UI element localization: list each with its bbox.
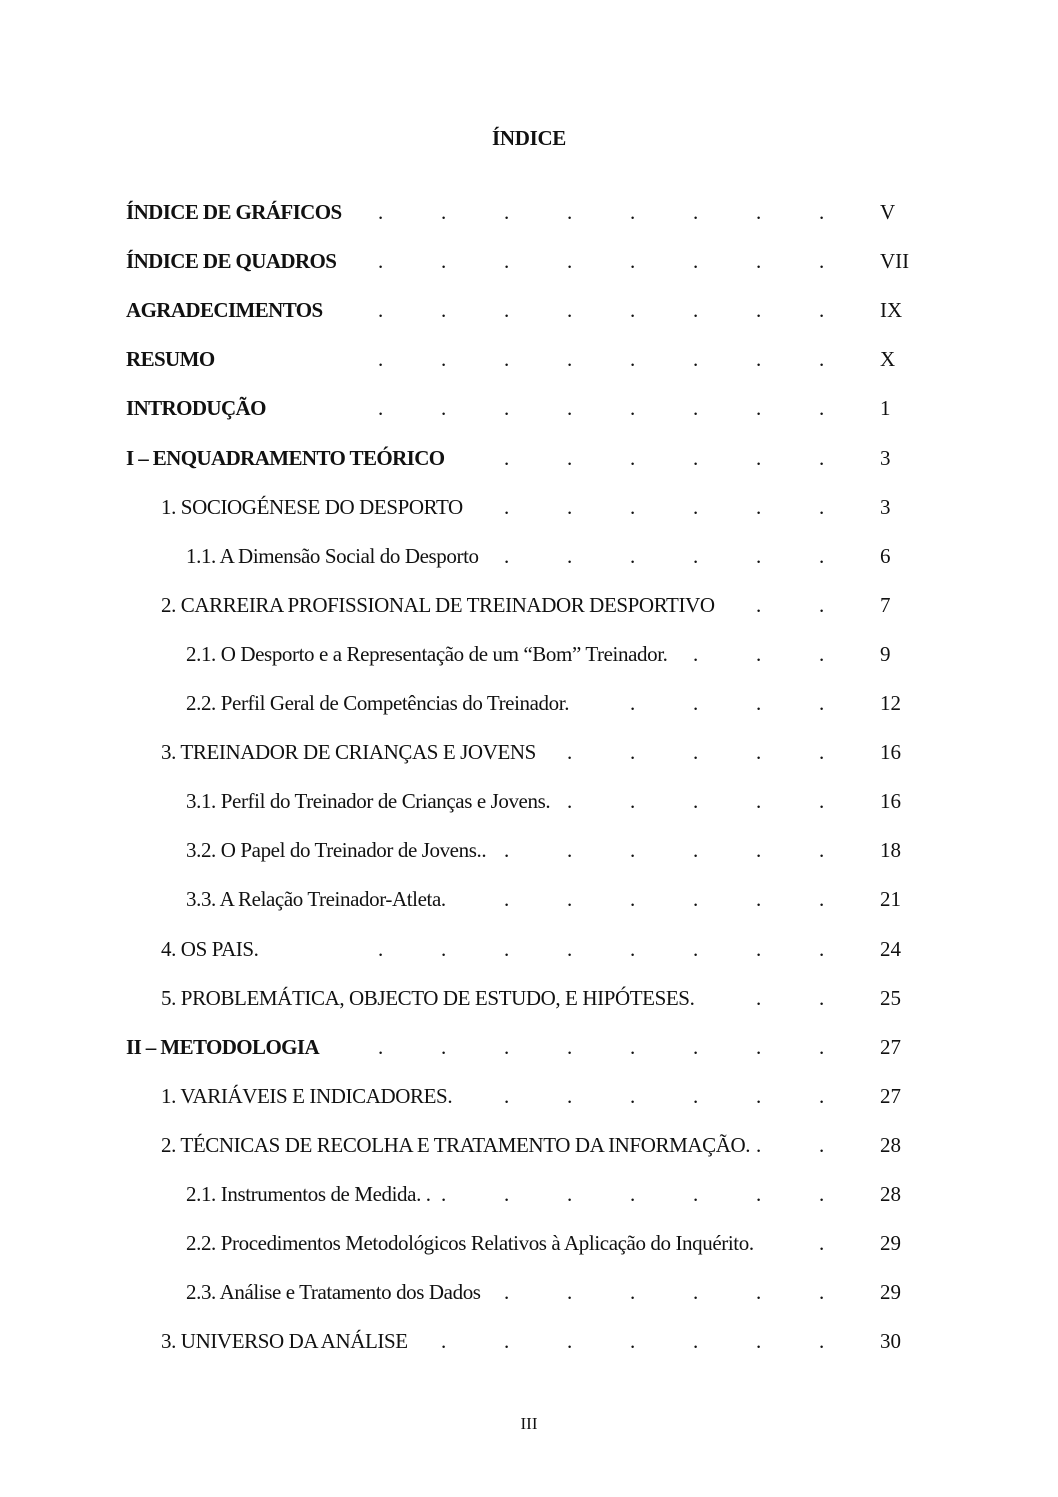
leader-dot: . (567, 789, 573, 813)
toc-entry-page: 21 (880, 887, 901, 911)
leader-dot: . (819, 1084, 825, 1108)
leader-dot: . (441, 1035, 447, 1059)
toc-entry-label: 2.3. Análise e Tratamento dos Dados (186, 1280, 481, 1304)
toc-entry-label: 2.2. Perfil Geral de Competências do Treinador. (186, 691, 570, 715)
leader-dot: . (441, 200, 447, 224)
toc-entry-label: 1.1. A Dimensão Social do Desporto (186, 544, 479, 568)
leader-dot: . (504, 937, 510, 961)
leader-dot: . (567, 1035, 573, 1059)
leader-dot: . (756, 593, 762, 617)
leader-dot: . (756, 495, 762, 519)
toc-entry-label: 1. VARIÁVEIS E INDICADORES. (161, 1084, 453, 1108)
leader-dot: . (756, 1133, 762, 1157)
leader-dot: . (504, 1329, 510, 1353)
toc-entry[interactable] (0, 640, 1058, 668)
toc-entry-label: 2.2. Procedimentos Metodológicos Relativos à Aplicação do Inquérito. (186, 1231, 754, 1255)
toc-entry[interactable] (0, 247, 1058, 275)
toc-entry-label: 2. TÉCNICAS DE RECOLHA E TRATAMENTO DA INFORMAÇÃO. (161, 1133, 751, 1157)
leader-dot: . (441, 396, 447, 420)
leader-dot: . (819, 838, 825, 862)
leader-dot: . (567, 887, 573, 911)
toc-entry[interactable] (0, 787, 1058, 815)
leader-dot: . (693, 1280, 699, 1304)
leader-dot: . (756, 789, 762, 813)
leader-dot: . (504, 544, 510, 568)
leader-dot: . (756, 642, 762, 666)
toc-entry-label: 2.1. O Desporto e a Representação de um “Bom” Treinador. (186, 642, 668, 666)
leader-dot: . (693, 740, 699, 764)
leader-dot: . (756, 1084, 762, 1108)
leader-dot: . (819, 396, 825, 420)
leader-dot: . (630, 200, 636, 224)
leader-dot: . (693, 838, 699, 862)
leader-dot: . (630, 789, 636, 813)
toc-entry-page: 18 (880, 838, 901, 862)
leader-dot: . (630, 298, 636, 322)
toc-entry-page: VII (880, 249, 910, 273)
toc-entry[interactable] (0, 198, 1058, 226)
leader-dot: . (756, 1329, 762, 1353)
toc-entry-label: 3.1. Perfil do Treinador de Crianças e Jovens. (186, 789, 551, 813)
toc-entry[interactable] (0, 1180, 1058, 1208)
leader-dot: . (819, 200, 825, 224)
toc-entry-page: 6 (880, 544, 891, 568)
toc-entry-label: II – METODOLOGIA (126, 1035, 320, 1059)
leader-dot: . (567, 1084, 573, 1108)
toc-entry-page: IX (880, 298, 903, 322)
leader-dot: . (504, 249, 510, 273)
leader-dot: . (819, 1280, 825, 1304)
toc-entry[interactable] (0, 1229, 1058, 1257)
leader-dot: . (630, 838, 636, 862)
leader-dot: . (567, 249, 573, 273)
leader-dot: . (630, 1084, 636, 1108)
leader-dot: . (567, 1329, 573, 1353)
leader-dot: . (819, 249, 825, 273)
leader-dot: . (756, 838, 762, 862)
leader-dot: . (819, 789, 825, 813)
leader-dot: . (819, 1133, 825, 1157)
leader-dot: . (693, 887, 699, 911)
toc-entry-page: 27 (880, 1084, 901, 1108)
page-title: ÍNDICE (491, 126, 567, 150)
leader-dot: . (819, 495, 825, 519)
leader-dot: . (693, 396, 699, 420)
leader-dot: . (756, 740, 762, 764)
leader-dot: . (441, 1182, 447, 1206)
leader-dot: . (630, 740, 636, 764)
leader-dot: . (693, 446, 699, 470)
leader-dot: . (819, 446, 825, 470)
leader-dot: . (567, 1182, 573, 1206)
leader-dot: . (819, 691, 825, 715)
leader-dot: . (693, 298, 699, 322)
toc-entry[interactable] (0, 1131, 1058, 1159)
leader-dot: . (378, 1035, 384, 1059)
toc-entry[interactable] (0, 836, 1058, 864)
leader-dot: . (504, 887, 510, 911)
leader-dot: . (504, 1280, 510, 1304)
toc-entry-page: 9 (880, 642, 891, 666)
leader-dot: . (819, 1182, 825, 1206)
leader-dot: . (819, 298, 825, 322)
toc-entry[interactable] (0, 591, 1058, 619)
toc-entry-page: 16 (880, 740, 901, 764)
leader-dot: . (756, 1035, 762, 1059)
leader-dot: . (819, 1231, 825, 1255)
leader-dot: . (567, 347, 573, 371)
leader-dot: . (693, 1035, 699, 1059)
leader-dot: . (693, 691, 699, 715)
toc-entry-label: INTRODUÇÃO (126, 396, 266, 420)
leader-dot: . (756, 347, 762, 371)
leader-dot: . (693, 1329, 699, 1353)
leader-dot: . (504, 347, 510, 371)
leader-dot: . (630, 347, 636, 371)
leader-dot: . (567, 446, 573, 470)
leader-dot: . (630, 1329, 636, 1353)
leader-dot: . (504, 446, 510, 470)
leader-dot: . (756, 887, 762, 911)
leader-dot: . (378, 347, 384, 371)
leader-dot: . (504, 838, 510, 862)
toc-entry-label: 2.1. Instrumentos de Medida. . (186, 1182, 431, 1206)
leader-dot: . (567, 495, 573, 519)
toc-entry-label: 3.2. O Papel do Treinador de Jovens.. (186, 838, 487, 862)
leader-dot: . (756, 1182, 762, 1206)
toc-entry-label: 2. CARREIRA PROFISSIONAL DE TREINADOR DESPORTIVO (161, 593, 715, 617)
leader-dot: . (630, 887, 636, 911)
leader-dot: . (756, 249, 762, 273)
toc-entry-page: 29 (880, 1280, 901, 1304)
leader-dot: . (693, 642, 699, 666)
leader-dot: . (630, 937, 636, 961)
toc-entry[interactable] (0, 444, 1058, 472)
leader-dot: . (819, 347, 825, 371)
leader-dot: . (441, 249, 447, 273)
leader-dot: . (567, 544, 573, 568)
leader-dot: . (756, 1280, 762, 1304)
toc-entry[interactable] (0, 542, 1058, 570)
leader-dot: . (567, 1280, 573, 1304)
toc-entry-page: 28 (880, 1182, 901, 1206)
leader-dot: . (630, 495, 636, 519)
leader-dot: . (756, 937, 762, 961)
leader-dot: . (378, 249, 384, 273)
leader-dot: . (504, 298, 510, 322)
toc-entry-page: 7 (880, 593, 891, 617)
toc-entry-page: 29 (880, 1231, 901, 1255)
toc-entry-page: 25 (880, 986, 901, 1010)
page-number: III (520, 1414, 538, 1433)
leader-dot: . (819, 740, 825, 764)
leader-dot: . (693, 1084, 699, 1108)
leader-dot: . (756, 544, 762, 568)
leader-dot: . (378, 298, 384, 322)
leader-dot: . (756, 200, 762, 224)
toc-entry-label: 3. UNIVERSO DA ANÁLISE (161, 1329, 408, 1353)
leader-dot: . (630, 1280, 636, 1304)
toc-entry[interactable] (0, 1327, 1058, 1355)
leader-dot: . (819, 937, 825, 961)
leader-dot: . (693, 544, 699, 568)
leader-dot: . (693, 495, 699, 519)
leader-dot: . (378, 396, 384, 420)
leader-dot: . (378, 200, 384, 224)
leader-dot: . (819, 1035, 825, 1059)
toc-entry[interactable] (0, 1278, 1058, 1306)
toc-entry-label: 3. TREINADOR DE CRIANÇAS E JOVENS (161, 740, 536, 764)
toc-entry-page: 3 (880, 446, 891, 470)
toc-entry-label: 5. PROBLEMÁTICA, OBJECTO DE ESTUDO, E HIPÓTESES. (161, 986, 695, 1010)
toc-entry[interactable] (0, 935, 1058, 963)
toc-entry[interactable] (0, 296, 1058, 324)
leader-dot: . (567, 200, 573, 224)
toc-entry[interactable] (0, 738, 1058, 766)
leader-dot: . (567, 838, 573, 862)
toc-entry-label: ÍNDICE DE GRÁFICOS (126, 200, 342, 224)
leader-dot: . (693, 1182, 699, 1206)
leader-dot: . (504, 1035, 510, 1059)
leader-dot: . (567, 298, 573, 322)
toc-entry-label: 4. OS PAIS. (161, 937, 259, 961)
toc-entry[interactable] (0, 1082, 1058, 1110)
toc-entry-label: 1. SOCIOGÉNESE DO DESPORTO (161, 495, 463, 519)
leader-dot: . (756, 986, 762, 1010)
toc-entry-page: 28 (880, 1133, 901, 1157)
toc-entry[interactable] (0, 1033, 1058, 1061)
toc-entry-label: ÍNDICE DE QUADROS (126, 249, 337, 273)
toc-entry-page: X (880, 347, 896, 371)
toc-entry-page: V (880, 200, 896, 224)
toc-entry[interactable] (0, 885, 1058, 913)
leader-dot: . (630, 396, 636, 420)
leader-dot: . (819, 986, 825, 1010)
leader-dot: . (693, 789, 699, 813)
leader-dot: . (378, 937, 384, 961)
toc-entry-page: 16 (880, 789, 901, 813)
leader-dot: . (630, 446, 636, 470)
leader-dot: . (567, 937, 573, 961)
leader-dot: . (819, 642, 825, 666)
leader-dot: . (819, 887, 825, 911)
leader-dot: . (693, 937, 699, 961)
leader-dot: . (504, 1084, 510, 1108)
toc-entry-page: 3 (880, 495, 891, 519)
leader-dot: . (693, 249, 699, 273)
leader-dot: . (630, 249, 636, 273)
toc-entry[interactable] (0, 493, 1058, 521)
leader-dot: . (504, 396, 510, 420)
leader-dot: . (756, 446, 762, 470)
toc-entry-label: I – ENQUADRAMENTO TEÓRICO (126, 446, 445, 470)
leader-dot: . (756, 298, 762, 322)
leader-dot: . (441, 1329, 447, 1353)
leader-dot: . (693, 200, 699, 224)
leader-dot: . (819, 544, 825, 568)
toc-entry[interactable] (0, 394, 1058, 422)
leader-dot: . (441, 298, 447, 322)
leader-dot: . (441, 347, 447, 371)
toc-entry[interactable] (0, 689, 1058, 717)
leader-dot: . (756, 396, 762, 420)
toc-entry-label: AGRADECIMENTOS (126, 298, 323, 322)
leader-dot: . (504, 1182, 510, 1206)
leader-dot: . (756, 691, 762, 715)
toc-entry-label: RESUMO (126, 347, 215, 371)
leader-dot: . (693, 347, 699, 371)
toc-entry-label: 3.3. A Relação Treinador-Atleta. (186, 887, 446, 911)
leader-dot: . (630, 1182, 636, 1206)
leader-dot: . (567, 740, 573, 764)
leader-dot: . (567, 396, 573, 420)
leader-dot: . (504, 200, 510, 224)
toc-entry-page: 12 (880, 691, 901, 715)
toc-entry-page: 27 (880, 1035, 901, 1059)
toc-entry-page: 1 (880, 396, 891, 420)
toc-entry[interactable] (0, 984, 1058, 1012)
leader-dot: . (819, 1329, 825, 1353)
leader-dot: . (441, 937, 447, 961)
toc-entry[interactable] (0, 345, 1058, 373)
leader-dot: . (630, 691, 636, 715)
toc-entry-page: 30 (880, 1329, 901, 1353)
toc-entry-page: 24 (880, 937, 901, 961)
leader-dot: . (504, 495, 510, 519)
leader-dot: . (819, 593, 825, 617)
leader-dot: . (630, 1035, 636, 1059)
leader-dot: . (630, 544, 636, 568)
